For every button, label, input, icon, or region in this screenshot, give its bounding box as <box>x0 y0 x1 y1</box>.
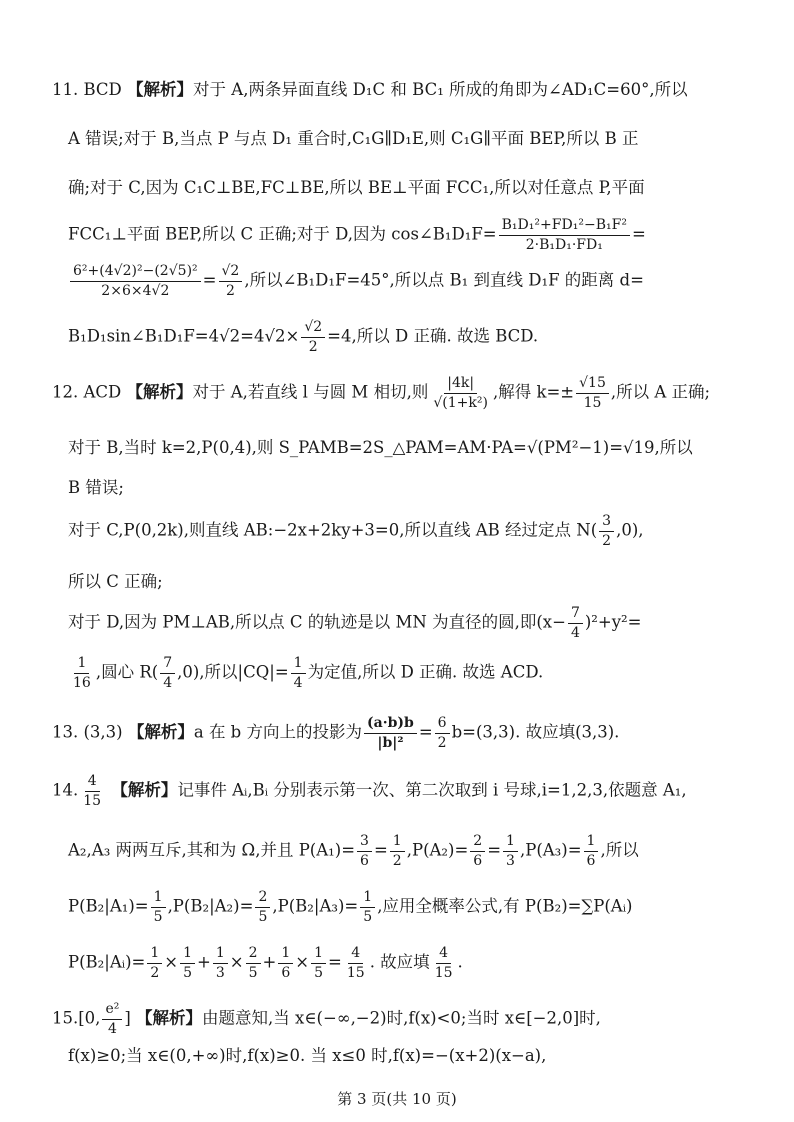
q14-analysis-tag: 【解析】 <box>111 780 178 800</box>
q15-line-2: f(x)≥0;当 x∈(0,+∞)时,f(x)≥0. 当 x≤0 时,f(x)=−(x+2)(x−a), <box>68 1046 547 1065</box>
q12-line-6: 对于 D,因为 PM⊥AB,所以点 C 的轨迹是以 MN 为直径的圆,即(x− $\frac{7}{4}$ )²+y²= <box>68 605 642 641</box>
q12-line-4: 对于 C,P(0,2k),则直线 AB:−2x+2ky+3=0,所以直线 AB 经过定点 N( $\frac{3}{2}$ ,0), <box>68 513 644 549</box>
q12-line-2: 对于 B,当时 k=2,P(0,4),则 S_PAMB=2S_△PAM=AM·PA=√(PM²−1)=√19,所以 <box>68 438 693 457</box>
q13-answer: 13. (3,3) <box>52 722 123 742</box>
q13-line-1: 13. (3,3) 【解析】a 在 b 方向上的投影为 $\frac{(a\cdot b)b}{\text{|b|²}}$ = $\frac{6}{2}$ b=(3,3). 故应填(3,3). <box>52 715 620 751</box>
cosine-fraction: $\frac{\text{B₁D₁²+FD₁²−B₁F²}}{\text{2·B₁D₁·FD₁}}$ <box>499 218 630 252</box>
q12-line-7: $\frac{1}{16}$ ,圆心 R( $\frac{7}{4}$ ,0),所以|CQ|= $\frac{1}{4}$ 为定值,所以 D 正确. 故选 ACD. <box>73 655 544 691</box>
q15-answer: $\frac{\text{e²}}{4}$ <box>102 1002 122 1036</box>
q12-answer: 12. ACD <box>52 382 122 402</box>
q13-analysis-tag: 【解析】 <box>127 722 194 742</box>
q14-answer-num: 14. <box>52 780 79 800</box>
q14-line-1: 14. $\frac{4}{15}$ 【解析】记事件 Aᵢ,Bᵢ 分别表示第一次、第二次取到 i 号球,i=1,2,3,依题意 A₁, <box>52 773 687 809</box>
q11-line-3: 确;对于 C,因为 C₁C⊥BE,FC⊥BE,所以 BE⊥平面 FCC₁,所以对任意点 P,平面 <box>68 178 645 197</box>
q12-line-3: B 错误; <box>68 478 124 497</box>
q12-line-5: 所以 C 正确; <box>68 572 163 591</box>
q15-line-1: 15.[0, $\frac{\text{e²}}{4}$ ] 【解析】由题意知,当 x∈(−∞,−2)时,f(x)<0;当时 x∈[−2,0]时, <box>52 1001 601 1037</box>
q14-answer: $\frac{4}{15}$ <box>83 773 102 809</box>
q11-analysis-tag: 【解析】 <box>127 80 194 99</box>
q11-line-2: A 错误;对于 B,当点 P 与点 D₁ 重合时,C₁G∥D₁E,则 C₁G∥平面 BEP,所以 B 正 <box>68 129 639 148</box>
q11-line-5: $\frac{\text{6²+(4√2)²−(2√5)²}}{2\times 6\times 4√2}$ = $\frac{√2}{2}$ ,所以∠B₁D₁F=45°,所以点 B₁ 到直线 D₁F 的距离 d= <box>68 264 722 298</box>
q14-line-3: P(B₂|A₁)= $\frac{1}{5}$ ,P(B₂|A₂)= $\frac{2}{5}$ ,P(B₂|A₃)= $\frac{1}{5}$ ,应用全概率公式,有 P(B₂)=∑P(Aᵢ) <box>68 889 633 925</box>
q15-answer-num: 15. <box>52 1008 79 1028</box>
q15-analysis-tag: 【解析】 <box>136 1008 203 1028</box>
q12-line-1: 12. ACD 【解析】对于 A,若直线 l 与圆 M 相切,则 $\frac{|4k|}{\text{√(1+k²)}}$ ,解得 k=± $\frac{√15}{15}$ ,所以 A 正确; <box>52 375 711 411</box>
q11-line-1: 11. BCD 【解析】对于 A,两条异面直线 D₁C 和 BC₁ 所成的角即为∠AD₁C=60°,所以 <box>52 80 688 99</box>
numeric-fraction: $\frac{\text{6²+(4√2)²−(2√5)²}}{2\times 6\times 4√2}$ <box>70 264 201 298</box>
q11-answer: 11. BCD <box>52 80 122 99</box>
q11-line-4: FCC₁⊥平面 BEP,所以 C 正确;对于 D,因为 cos∠B₁D₁F= $\frac{\text{B₁D₁²+FD₁²−B₁F²}}{\text{2·B₁D₁·FD₁}}$ = <box>68 217 646 253</box>
q14-line-2: A₂,A₃ 两两互斥,其和为 Ω,并且 P(A₁)= $\frac{3}{6}$ = $\frac{1}{2}$ ,P(A₂)= $\frac{2}{6}$ = $\frac{1}{3}$ ,P(A₃)= $\frac{1}{6}$ ,所以 <box>68 833 639 869</box>
page-footer: 第 3 页(共 10 页) <box>337 1090 457 1108</box>
q12-analysis-tag: 【解析】 <box>126 382 193 402</box>
q14-line-4: P(B₂|Aᵢ)= $\frac{1}{2}$ × $\frac{1}{5}$ + $\frac{1}{3}$ × $\frac{2}{5}$ + $\frac{1}{6}$ × $\frac{1}{5}$ = $\frac{4}{15}$ . 故应填 $\frac{4}{15}$ . <box>68 945 463 981</box>
q11-line-6: B₁D₁sin∠B₁D₁F=4√2=4√2× $\frac{√2}{2}$ =4,所以 D 正确. 故选 BCD. <box>68 319 539 355</box>
